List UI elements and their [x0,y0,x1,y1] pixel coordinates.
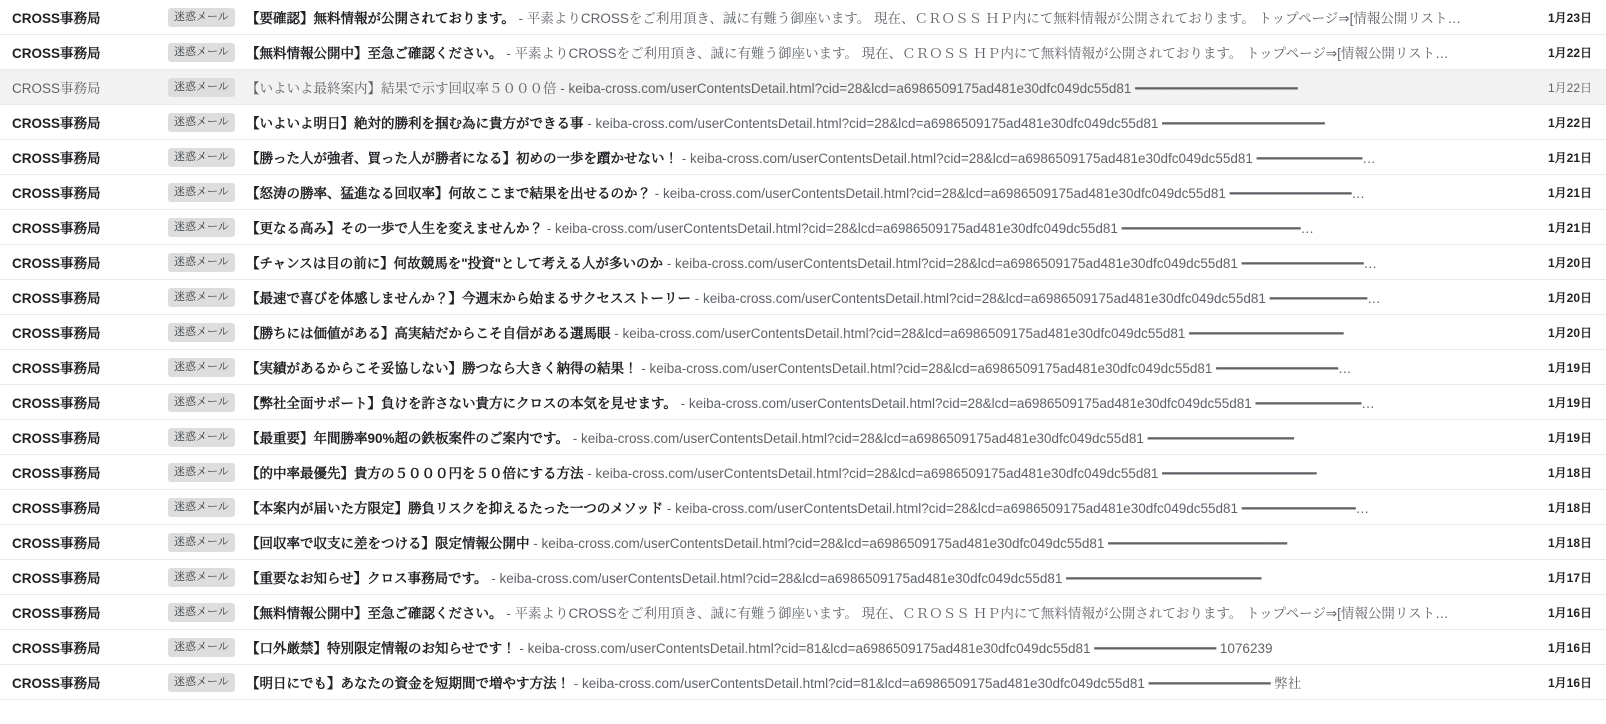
label-cell [168,533,246,552]
subject-cell[interactable] [246,7,1530,27]
mail-row[interactable] [0,70,1606,105]
mail-subject: 【最重要】年間勝率90%超の鉄板案件のご案内です。 [246,431,569,446]
mail-date: 1月16日 [1547,640,1592,655]
mail-date: 1月20日 [1547,290,1592,305]
mail-snippet: - keiba-cross.com/userContentsDetail.html?cid=28&lcd=a6986509175ad481e30dfc049dc55d81 ━━━━━━━━━━━━━━━━━━━ [610,326,1344,341]
mail-date: 1月20日 [1547,325,1592,340]
mail-subject: 【的中率最優先】貴方の５０００円を５０倍にする方法 [246,466,584,481]
mail-row[interactable] [0,280,1606,315]
mail-subject: 【実績があるからこそ妥協しない】勝つなら大きく納得の結果！ [246,361,638,376]
subject-cell[interactable] [246,672,1530,692]
subject-cell[interactable] [246,287,1530,307]
mail-date: 1月22日 [1547,45,1592,60]
label-cell [168,183,246,202]
sender-name: CROSS事務局 [12,46,101,61]
mail-snippet: - 平素よりCROSSをご利用頂き、誠に有難う御座います。 現在、ＣＲＯＳＳ ＨＰ内にて無料情報が公開されております。 トップページ⇒[情報公開リスト… [502,46,1449,61]
sender-name: CROSS事務局 [12,606,101,621]
mail-date: 1月18日 [1547,535,1592,550]
sender-name: CROSS事務局 [12,361,101,376]
mail-subject: 【勝った人が強者、買った人が勝者になる】初めの一歩を躓かせない！ [246,151,678,166]
subject-cell[interactable] [246,637,1530,657]
label-cell [168,323,246,342]
sender-name: CROSS事務局 [12,641,101,656]
mail-row[interactable] [0,245,1606,280]
sender-name: CROSS事務局 [12,256,101,271]
sender-name: CROSS事務局 [12,221,101,236]
mail-subject: 【重要なお知らせ】クロス事務局です。 [246,571,488,586]
label-cell [168,113,246,132]
spam-label-chip[interactable]: 迷惑メール [168,428,235,447]
mail-subject: 【無料情報公開中】至急ご確認ください。 [246,606,503,621]
sender-name: CROSS事務局 [12,116,101,131]
label-cell [168,498,246,517]
label-cell [168,428,246,447]
mail-snippet: - keiba-cross.com/userContentsDetail.html?cid=28&lcd=a6986509175ad481e30dfc049dc55d81 ━━━━━━━━━━━━━━━━━━━━━━━━ [487,571,1262,586]
label-cell [168,638,246,657]
mail-row[interactable] [0,350,1606,385]
mail-date: 1月16日 [1547,675,1592,690]
mail-snippet: - 平素よりCROSSをご利用頂き、誠に有難う御座います。 現在、ＣＲＯＳＳ ＨＰ内にて無料情報が公開されております。 トップページ⇒[情報公開リスト… [502,606,1449,621]
mail-subject: 【明日にでも】あなたの資金を短期間で増やす方法！ [246,676,570,691]
sender-name: CROSS事務局 [12,571,101,586]
spam-label-chip[interactable]: 迷惑メール [168,78,235,97]
mail-row[interactable] [0,595,1606,630]
spam-label-chip[interactable]: 迷惑メール [168,393,235,412]
mail-snippet: - keiba-cross.com/userContentsDetail.html?cid=28&lcd=a6986509175ad481e30dfc049dc55d81 ━━━━━━━━━━━━━━━━━━ [568,431,1294,446]
mail-date: 1月22日 [1547,115,1592,130]
subject-cell[interactable] [246,532,1530,552]
spam-label-chip[interactable]: 迷惑メール [168,638,235,657]
label-cell [168,148,246,167]
mail-row[interactable] [0,175,1606,210]
mail-snippet: - keiba-cross.com/userContentsDetail.html?cid=81&lcd=a6986509175ad481e30dfc049dc55d81 ━━━━━━━━━━━━━━━ 弊社 [570,676,1302,691]
label-cell [168,253,246,272]
mail-date: 1月21日 [1547,185,1592,200]
mail-row[interactable] [0,525,1606,560]
mail-row[interactable] [0,630,1606,665]
mail-subject: 【回収率で収支に差をつける】限定情報公開中 [246,536,530,551]
mail-snippet: - keiba-cross.com/userContentsDetail.html?cid=28&lcd=a6986509175ad481e30dfc049dc55d81 ━━━━━━━━━━━━━━━━━━━━ [583,116,1325,131]
spam-label-chip[interactable]: 迷惑メール [168,253,235,272]
subject-cell[interactable] [246,392,1530,412]
subject-cell[interactable] [246,462,1530,482]
mail-snippet: - keiba-cross.com/userContentsDetail.html?cid=28&lcd=a6986509175ad481e30dfc049dc55d81 ━━━━━━━━━━━━━━━━━━━━━━ [529,536,1287,551]
spam-label-chip[interactable]: 迷惑メール [168,183,235,202]
mail-date: 1月18日 [1547,465,1592,480]
sender-name: CROSS事務局 [12,186,101,201]
subject-cell[interactable] [246,77,1530,97]
mail-date: 1月18日 [1547,500,1592,515]
mail-subject: 【怒涛の勝率、猛進なる回収率】何故ここまで結果を出せるのか？ [246,186,651,201]
subject-cell[interactable] [246,567,1530,587]
mail-row[interactable] [0,420,1606,455]
sender-name: CROSS事務局 [12,536,101,551]
sender-name: CROSS事務局 [12,501,101,516]
mail-row[interactable] [0,210,1606,245]
mail-snippet: - keiba-cross.com/userContentsDetail.html?cid=28&lcd=a6986509175ad481e30dfc049dc55d81 ━━━━━━━━━━━━━━━… [663,256,1378,271]
label-cell [168,673,246,692]
spam-label-chip[interactable]: 迷惑メール [168,463,235,482]
mail-subject: 【最速で喜びを体感しませんか？】今週末から始まるサクセスストーリー [246,291,691,306]
spam-label-chip[interactable]: 迷惑メール [168,568,235,587]
mail-date: 1月23日 [1547,10,1592,25]
label-cell [168,358,246,377]
sender-name: CROSS事務局 [12,396,101,411]
label-cell [168,43,246,62]
mail-snippet: - keiba-cross.com/userContentsDetail.html?cid=28&lcd=a6986509175ad481e30dfc049dc55d81 ━━━━━━━━━━━━━━… [663,501,1370,516]
mail-row[interactable] [0,560,1606,595]
mail-row[interactable] [0,0,1606,35]
mail-subject: 【勝ちには価値がある】高実結だからこそ自信がある選馬眼 [246,326,611,341]
mail-snippet: - keiba-cross.com/userContentsDetail.html?cid=28&lcd=a6986509175ad481e30dfc049dc55d81 ━━━━━━━━━━━━━… [676,396,1375,411]
mail-subject: 【弊社全面サポート】負けを許さない貴方にクロスの本気を見せます。 [246,396,677,411]
mail-subject: 【無料情報公開中】至急ご確認ください。 [246,46,503,61]
label-cell [168,603,246,622]
spam-label-chip[interactable]: 迷惑メール [168,673,235,692]
sender-name: CROSS事務局 [12,431,101,446]
subject-cell[interactable] [246,497,1530,517]
spam-label-chip[interactable]: 迷惑メール [168,8,235,27]
mail-snippet: - keiba-cross.com/userContentsDetail.html?cid=28&lcd=a6986509175ad481e30dfc049dc55d81 ━━━━━━━━━━━━━━━━━━━ [583,466,1317,481]
mail-snippet: - keiba-cross.com/userContentsDetail.html?cid=28&lcd=a6986509175ad481e30dfc049dc55d81 ━━━━━━━━━━━━━━━━━━━━━━… [543,221,1314,236]
spam-label-chip[interactable]: 迷惑メール [168,148,235,167]
mail-subject: 【要確認】無料情報が公開されております。 [246,11,515,26]
spam-label-chip[interactable]: 迷惑メール [168,288,235,307]
label-cell [168,463,246,482]
mail-date: 1月22日 [1547,80,1592,95]
mail-subject: 【口外厳禁】特別限定情報のお知らせです！ [246,641,516,656]
mail-row[interactable] [0,455,1606,490]
mail-date: 1月20日 [1547,255,1592,270]
spam-label-chip[interactable]: 迷惑メール [168,533,235,552]
mail-snippet: - keiba-cross.com/userContentsDetail.html?cid=81&lcd=a6986509175ad481e30dfc049dc55d81 ━━━━━━━━━━━━━━━ 1076239 [515,641,1273,656]
spam-label-chip[interactable]: 迷惑メール [168,43,235,62]
mail-row[interactable] [0,140,1606,175]
mail-snippet: - keiba-cross.com/userContentsDetail.html?cid=28&lcd=a6986509175ad481e30dfc049dc55d81 ━━━━━━━━━━━━━━━… [651,186,1366,201]
mail-subject: 【いよいよ最終案内】結果で示す回収率５０００倍 [246,81,557,96]
sender-name: CROSS事務局 [12,326,101,341]
spam-label-chip[interactable]: 迷惑メール [168,218,235,237]
label-cell [168,393,246,412]
mail-row[interactable] [0,385,1606,420]
sender-name: CROSS事務局 [12,676,101,691]
sender-name: CROSS事務局 [12,81,101,96]
subject-cell[interactable] [246,147,1530,167]
mail-subject: 【本案内が届いた方限定】勝負リスクを抑えるたった一つのメソッド [246,501,664,516]
subject-cell[interactable] [246,217,1530,237]
mail-row[interactable] [0,35,1606,70]
sender-name: CROSS事務局 [12,151,101,166]
spam-label-chip[interactable]: 迷惑メール [168,603,235,622]
subject-cell[interactable] [246,357,1530,377]
mail-snippet: - keiba-cross.com/userContentsDetail.html?cid=28&lcd=a6986509175ad481e30dfc049dc55d81 ━━━━━━━━━━━━━━━━━━━━ [556,81,1298,96]
subject-cell[interactable] [246,42,1530,62]
mail-row[interactable] [0,490,1606,525]
mail-snippet: - 平素よりCROSSをご利用頂き、誠に有難う御座います。 現在、ＣＲＯＳＳ ＨＰ内にて無料情報が公開されております。 トップページ⇒[情報公開リスト… [514,11,1462,26]
mail-date: 1月17日 [1547,570,1592,585]
sender-name: CROSS事務局 [12,291,101,306]
mail-date: 1月21日 [1547,150,1592,165]
mail-snippet: - keiba-cross.com/userContentsDetail.html?cid=28&lcd=a6986509175ad481e30dfc049dc55d81 ━━━━━━━━━━━━━━━… [637,361,1352,376]
label-cell [168,78,246,97]
spam-label-chip[interactable]: 迷惑メール [168,113,235,132]
mail-row[interactable] [0,105,1606,140]
mail-date: 1月19日 [1547,395,1592,410]
mail-date: 1月19日 [1547,430,1592,445]
label-cell [168,218,246,237]
mail-date: 1月16日 [1547,605,1592,620]
mail-date: 1月21日 [1547,220,1592,235]
subject-cell[interactable] [246,602,1530,622]
subject-cell[interactable] [246,252,1530,272]
mail-subject: 【チャンスは目の前に】何故競馬を"投資"として考える人が多いのか [246,256,663,271]
mail-snippet: - keiba-cross.com/userContentsDetail.html?cid=28&lcd=a6986509175ad481e30dfc049dc55d81 ━━━━━━━━━━━━━… [678,151,1376,166]
mail-snippet: - keiba-cross.com/userContentsDetail.html?cid=28&lcd=a6986509175ad481e30dfc049dc55d81 ━━━━━━━━━━━━… [690,291,1381,306]
label-cell [168,8,246,27]
subject-cell[interactable] [246,322,1530,342]
spam-label-chip[interactable]: 迷惑メール [168,358,235,377]
mail-date: 1月19日 [1547,360,1592,375]
spam-label-chip[interactable]: 迷惑メール [168,498,235,517]
label-cell [168,288,246,307]
mail-row[interactable] [0,315,1606,350]
mail-subject: 【更なる高み】その一歩で人生を変えませんか？ [246,221,543,236]
mail-subject: 【いよいよ明日】絶対的勝利を掴む為に貴方ができる事 [246,116,584,131]
label-cell [168,568,246,587]
sender-name: CROSS事務局 [12,11,101,26]
mail-row[interactable] [0,665,1606,700]
spam-label-chip[interactable]: 迷惑メール [168,323,235,342]
subject-cell[interactable] [246,182,1530,202]
subject-cell[interactable] [246,112,1530,132]
subject-cell[interactable] [246,427,1530,447]
sender-name: CROSS事務局 [12,466,101,481]
